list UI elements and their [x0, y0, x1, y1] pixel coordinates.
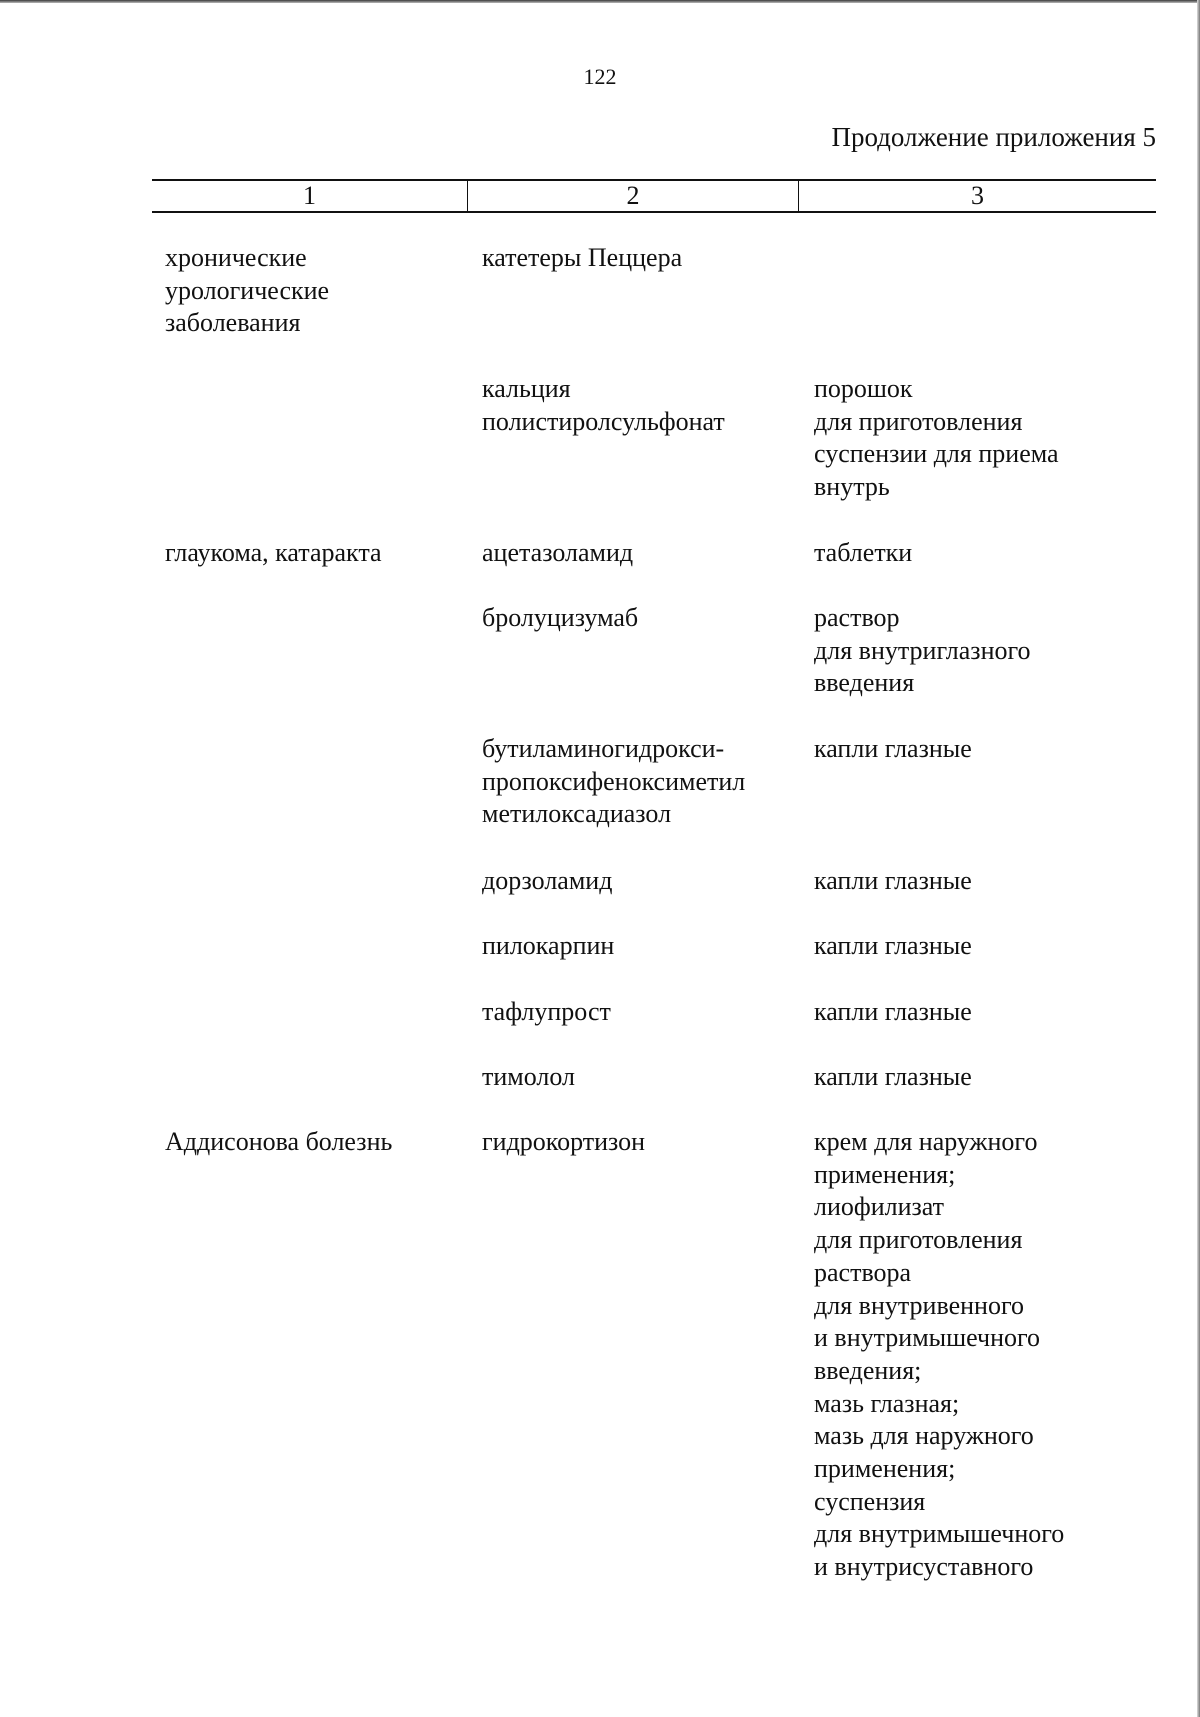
cell-line: тафлупрост — [482, 997, 611, 1026]
cell-line: Аддисонова болезнь — [165, 1127, 393, 1156]
cell-line: пропоксифеноксиметил — [482, 766, 746, 796]
disease-cell — [165, 242, 329, 340]
cell-line: применения; — [814, 1159, 956, 1189]
cell-line: внутрь — [814, 472, 890, 502]
cell-line: и внутрисуставного — [814, 1552, 1034, 1582]
cell-line: ацетазоламид — [482, 538, 634, 567]
drug-cell — [482, 373, 725, 438]
drug-cell — [482, 865, 612, 898]
drug-cell — [482, 1061, 575, 1094]
cell-line: для внутривенного — [814, 1290, 1024, 1320]
dosage-form-cell — [814, 537, 912, 570]
cell-line: мазь для наружного — [814, 1421, 1034, 1451]
dosage-form-cell — [814, 373, 1059, 504]
cell-line: мазь глазная; — [814, 1388, 960, 1418]
cell-line: полистиролсульфонат — [482, 406, 725, 436]
cell-line: для внутримышечного — [814, 1519, 1065, 1549]
cell-line: суспензии для приема — [814, 439, 1059, 469]
dosage-form-cell — [814, 1061, 972, 1094]
cell-line: хронические — [165, 243, 307, 272]
cell-line: кальция — [482, 374, 571, 403]
cell-line: капли глазные — [814, 997, 972, 1026]
column-header-1: 1 — [303, 181, 316, 210]
cell-line: тимолол — [482, 1062, 575, 1091]
disease-cell — [165, 1126, 392, 1159]
cell-line: урологические — [165, 275, 330, 305]
cell-line: и внутримышечного — [814, 1323, 1041, 1353]
disease-cell — [165, 537, 382, 570]
drug-cell — [482, 537, 633, 570]
cell-line: капли глазные — [814, 866, 972, 895]
cell-line: таблетки — [814, 538, 913, 567]
scan-edge-top — [0, 0, 1200, 3]
cell-line: применения; — [814, 1454, 956, 1484]
cell-line: гидрокортизон — [482, 1127, 646, 1156]
dosage-form-cell — [814, 602, 1031, 700]
drug-cell — [482, 930, 614, 963]
appendix-caption: Продолжение приложения 5 — [831, 122, 1156, 152]
cell-line: для внутриглазного — [814, 635, 1031, 665]
cell-line: лиофилизат — [814, 1192, 945, 1222]
cell-line: капли глазные — [814, 931, 972, 960]
cell-line: глаукома, катаракта — [165, 538, 382, 567]
cell-line: бутиламиногидрокси- — [482, 734, 725, 763]
dosage-form-cell — [814, 930, 972, 963]
cell-line: суспензия — [814, 1486, 926, 1516]
cell-line: пилокарпин — [482, 931, 615, 960]
cell-line: раствор — [814, 603, 900, 632]
table-header-rule — [152, 211, 1156, 213]
dosage-form-cell — [814, 733, 972, 766]
cell-line: метилоксадиазол — [482, 799, 672, 829]
dosage-form-cell — [814, 996, 972, 1029]
cell-line: дорзоламид — [482, 866, 613, 895]
drug-cell — [482, 242, 682, 275]
drug-cell — [482, 1126, 645, 1159]
cell-line: катетеры Пеццера — [482, 243, 683, 272]
cell-line: капли глазные — [814, 1062, 972, 1091]
cell-line: бролуцизумаб — [482, 603, 639, 632]
drug-cell — [482, 602, 638, 635]
column-header-3: 3 — [971, 181, 984, 210]
cell-line: введения; — [814, 1355, 922, 1385]
drug-cell — [482, 733, 745, 831]
column-header-2: 2 — [626, 181, 640, 210]
drug-cell — [482, 996, 611, 1029]
cell-line: для приготовления — [814, 1225, 1023, 1255]
cell-line: раствора — [814, 1257, 912, 1287]
cell-line: крем для наружного — [814, 1127, 1038, 1156]
cell-line: для приготовления — [814, 406, 1023, 436]
cell-line: порошок — [814, 374, 913, 403]
page-number: 122 — [583, 64, 617, 89]
cell-line: заболевания — [165, 308, 301, 338]
dosage-form-cell — [814, 1126, 1064, 1584]
cell-line: капли глазные — [814, 734, 972, 763]
dosage-form-cell — [814, 865, 972, 898]
cell-line: введения — [814, 668, 915, 698]
